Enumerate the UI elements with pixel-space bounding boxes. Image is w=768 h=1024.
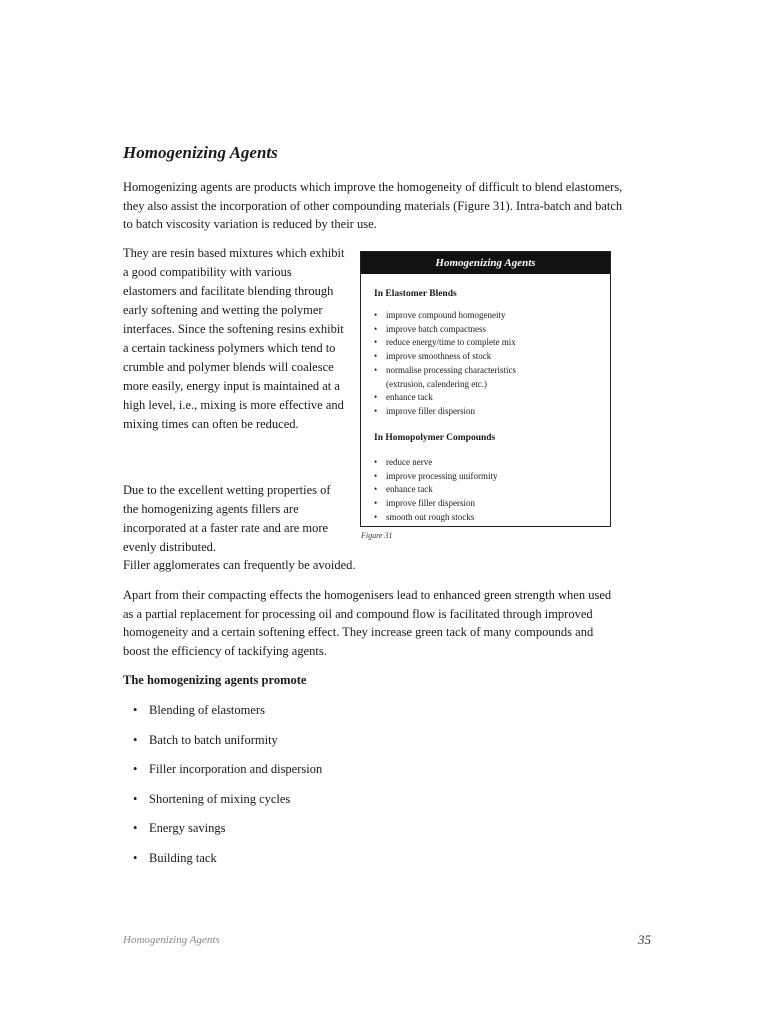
left-column-paragraph-2: Due to the excellent wetting properties of the homogenizing agents fillers are incorporated at a faster rate and are more evenly distributed. bbox=[123, 483, 331, 554]
page-title: Homogenizing Agents bbox=[123, 143, 278, 162]
promote-list bbox=[133, 700, 322, 878]
left-column-paragraph-1: They are resin based mixtures which exhibit a good compatibility with various elastomers and facilitate blending through early softening and wetting the polymer interfaces. Since the softening resins exhibit a certain tackiness polymers which tend to crumble and polymer blends will coalesce more easily, energy input is maintained at a high level, i.e., mixing is more effective and mixing times can often be reduced. bbox=[123, 246, 345, 431]
list-item: • improve batch compactness bbox=[374, 323, 599, 337]
list-item: • normalise processing characteristics bbox=[374, 364, 599, 378]
list-item: • Building tack bbox=[133, 848, 322, 878]
list-item: • improve filler dispersion bbox=[374, 497, 599, 511]
list-item: • Shortening of mixing cycles bbox=[133, 789, 322, 819]
page-number: 35 bbox=[638, 932, 651, 947]
intro-paragraph: Homogenizing agents are products which improve the homogeneity of difficult to blend elastomers, they also assist the incorporation of other compounding materials (Figure 31). Intra-batch and batch to batch viscosity variation is reduced by their use. bbox=[123, 180, 623, 231]
list-item: • Batch to batch uniformity bbox=[133, 730, 322, 760]
list-item: • Blending of elastomers bbox=[133, 700, 322, 730]
compacting-effects-paragraph: Apart from their compacting effects the homogenisers lead to enhanced green strength when used as a partial replacement for processing oil and compound flow is facilitated through improved homogeneity and a certain softening effect. They increase green tack of many compounds and boost the efficiency of tackifying agents. bbox=[123, 588, 612, 658]
list-item: • improve smoothness of stock bbox=[374, 350, 599, 364]
filler-agglomerates-line: Filler agglomerates can frequently be avoided. bbox=[123, 558, 356, 572]
list-item: • enhance tack bbox=[374, 391, 599, 405]
list-item: • improve processing uniformity bbox=[374, 470, 599, 484]
list-item: • smooth out rough stocks bbox=[374, 511, 599, 525]
homopolymer-compounds-list bbox=[374, 456, 599, 525]
list-item: • improve compound homogeneity bbox=[374, 309, 599, 323]
list-item: • reduce nerve bbox=[374, 456, 599, 470]
list-item: • Energy savings bbox=[133, 818, 322, 848]
figure-caption: Figure 31 bbox=[361, 531, 393, 540]
elastomer-blends-heading: In Elastomer Blends bbox=[374, 289, 457, 299]
list-item: • reduce energy/time to complete mix bbox=[374, 336, 599, 350]
running-footer: Homogenizing Agents bbox=[123, 934, 220, 946]
list-item: • improve filler dispersion bbox=[374, 405, 599, 419]
list-item: • enhance tack bbox=[374, 483, 599, 497]
elastomer-blends-list bbox=[374, 309, 599, 419]
figure-header: Homogenizing Agents bbox=[361, 252, 610, 274]
promote-heading: The homogenizing agents promote bbox=[123, 673, 307, 687]
homopolymer-compounds-heading: In Homopolymer Compounds bbox=[374, 433, 496, 443]
list-item-continuation: (extrusion, calendering etc.) bbox=[386, 378, 487, 389]
list-item: • Filler incorporation and dispersion bbox=[133, 759, 322, 789]
figure-31-box bbox=[360, 251, 611, 527]
